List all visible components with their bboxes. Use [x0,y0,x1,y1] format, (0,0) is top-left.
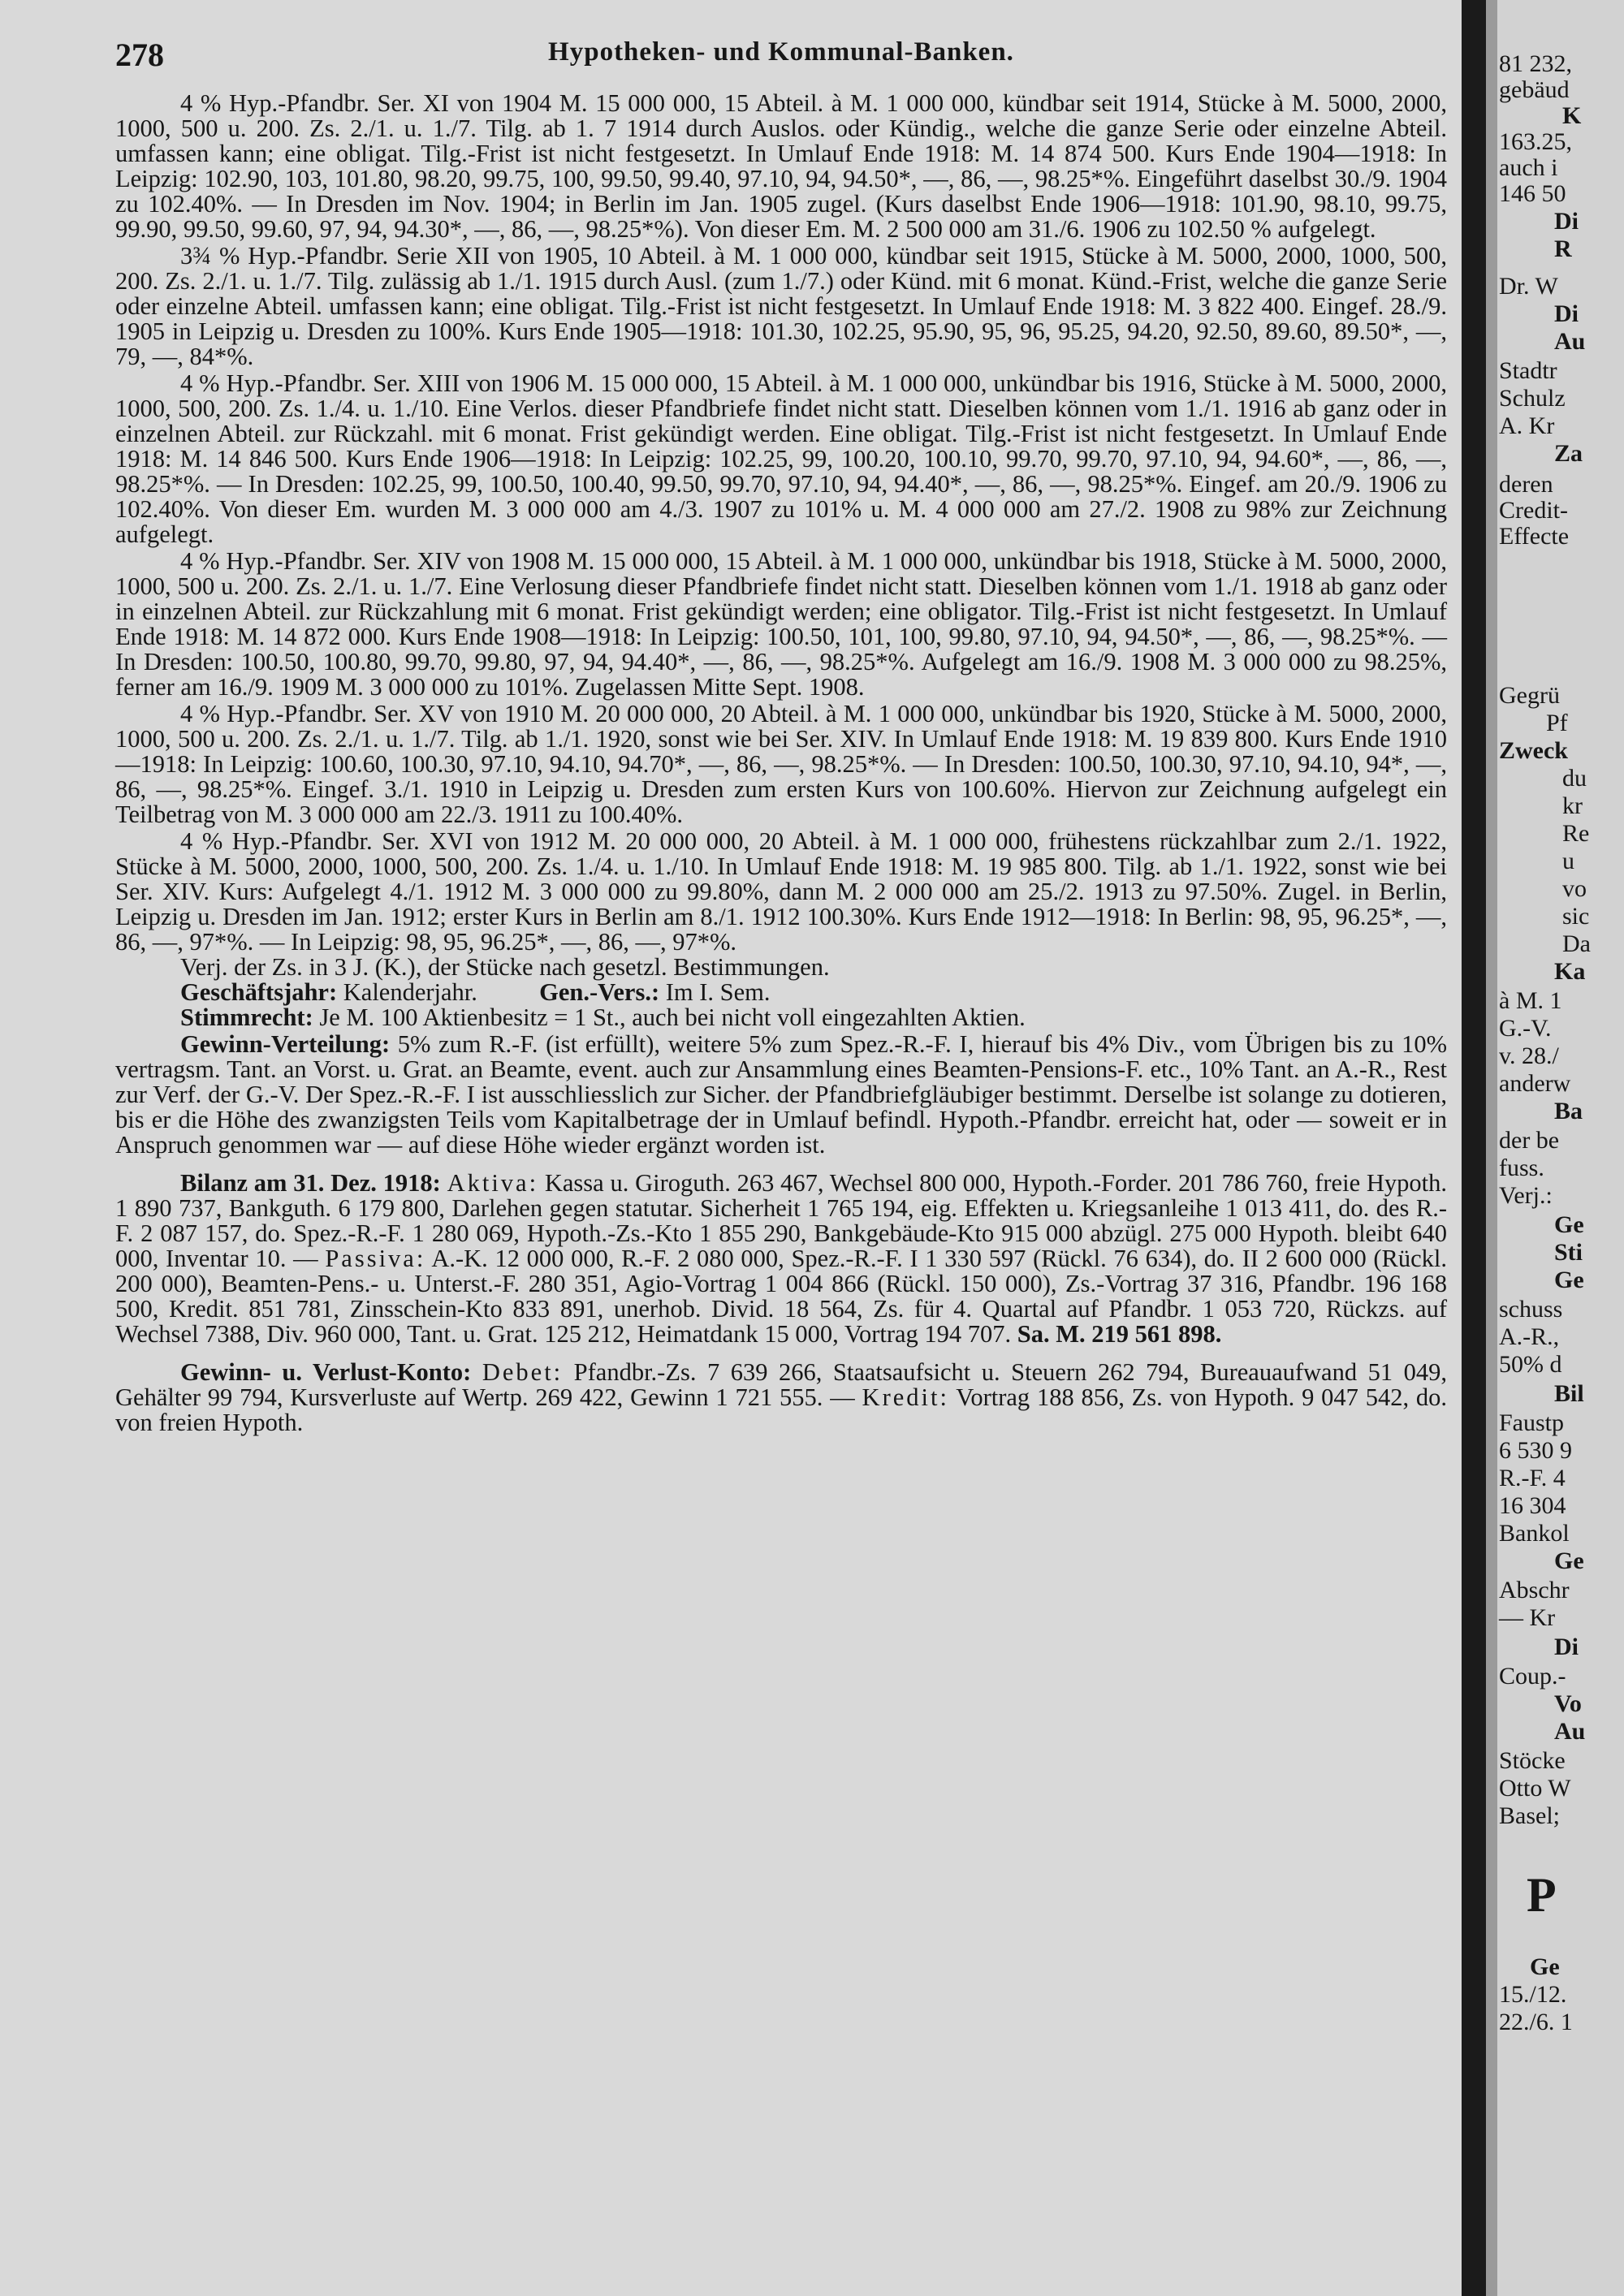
adjacent-fragment: 81 232, [1499,50,1572,77]
adjacent-fragment: 16 304 [1499,1492,1566,1519]
bond-series-xv-paragraph: 4 % Hyp.-Pfandbr. Ser. XV von 1910 M. 20 000 000, 20 Abteil. à M. 1 000 000, unkündbar bis 1920, Stücke à M. 5000, 2000, 1000, 500 u. 200. Zs. 2./1. u. 1./7. Tilg. ab 1./1. 1920, sonst wie bei Ser. XIV. In Umlauf Ende 1918: M. 19 839 800. Kurs Ende 1910—1918: In Leipzig: 100.60, 100.30, 97.10, 94.10, 94.70*, —, 86, —, 98.25*%. — In Dresden: 100.50, 100.30, 97.10, 94.10, 94*, —, 86, —, 98.25*%. Eingef. 3./1. 1910 in Leipzig u. Dresden zum ersten Kurs von 100.60%. Hiervon zur Zeichnung aufgelegt ein Teilbetrag von M. 3 000 000 am 22./3. 1911 zu 100.40%. [115,700,1447,828]
adjacent-fragment: Dr. W [1499,273,1558,300]
limitation-paragraph: Verj. der Zs. in 3 J. (K.), der Stücke nach gesetzl. Bestimmungen. [180,953,830,981]
profit-distribution-text: 5% zum R.-F. (ist erfüllt), weitere 5% zum Spez.-R.-F. I, hierauf bis 4% Div., vom Übrigen bis zu 10% vertragsm. Tant. an Vorst. u. Grat. an Beamte, event. auch zur Ansammlung eines Beamten-Pensions-F. etc., 10% Tant. an A.-R., Rest zur Verf. der G.-V. Der Spez.-R.-F. I ist ausschliesslich zur Sicher. der Pfandbriefgläubiger bestimmt. Derselbe ist solange zu dotieren, bis er die Höhe des zwanzigsten Teils vom Kapitalbetrage der in Umlauf befindl. Hypoth.-Pfandbr. erreicht hat, oder — soweit er in Anspruch genommen war — auf diese Höhe wieder ergänzt worden ist. [115,1030,1447,1159]
adjacent-fragment: Ge [1530,1953,1560,1980]
gutter-shadow [1486,0,1497,2296]
adjacent-fragment: P [1527,1868,1557,1922]
adjacent-fragment: Stadtr [1499,357,1557,384]
voting-right-line [115,1005,1447,1030]
credit-text: Vortrag 188 856, Zs. von Hypoth. 9 047 542, do. von freien Hypoth. [115,1383,1448,1436]
adjacent-fragment: Au [1554,1718,1586,1745]
bond-series-xi-paragraph: 4 % Hyp.-Pfandbr. Ser. XI von 1904 M. 15 000 000, 15 Abteil. à M. 1 000 000, kündbar seit 1914, Stücke à M. 5000, 2000, 1000, 500 u. 200. Zs. 2./1. u. 1./7. Tilg. ab 1. 7 1914 durch Auslos. oder Kündig., welche die ganze Serie oder einzelne Abteil. umfassen kann; eine obligat. Tilg.-Frist ist nicht festgesetzt. In Umlauf Ende 1918: M. 14 874 500. Kurs Ende 1904—1918: In Leipzig: 102.90, 103, 101.80, 98.20, 99.75, 100, 99.50, 99.40, 97.10, 94, 94.50*, —, 86, —, 98.25*%. Eingeführt daselbst 30./9. 1904 zu 102.40%. — In Dresden im Nov. 1904; in Berlin im Jan. 1905 zugel. (Kurs daselbst Ende 1906—1918: 101.90, 98.10, 99.75, 99.90, 99.50, 99.60, 97, 94, 94.30*, —, 86, —, 98.25*%). Von dieser Em. M. 2 500 000 am 31./6. 1906 zu 102.50 % aufgelegt. [115,89,1447,243]
balance-total: Sa. M. 219 561 898. [1017,1320,1222,1348]
adjacent-fragment: Coup.- [1499,1663,1566,1690]
fiscal-year-label: Geschäftsjahr: [180,978,338,1006]
adjacent-fragment: R [1554,235,1572,262]
profit-loss-paragraph [115,1360,1447,1435]
adjacent-fragment: anderw [1499,1070,1571,1097]
bond-series-xiii-paragraph: 4 % Hyp.-Pfandbr. Ser. XIII von 1906 M. 15 000 000, 15 Abteil. à M. 1 000 000, unkündbar bis 1916, Stücke à M. 5000, 2000, 1000, 500, 200. Zs. 1./4. u. 1./10. Eine Verlos. dieser Pfandbriefe findet nicht statt. Dieselben können vom 1./1. 1916 ab ganz oder in einzelnen Abteil. zur Rückzahl. mit 6 monat. Frist gekündigt werden. Eine obligat. Tilg.-Frist ist nicht festgesetzt. In Umlauf Ende 1918: M. 14 846 500. Kurs Ende 1906—1918: In Leipzig: 102.25, 99, 100.20, 100.10, 99.70, 99.70, 97.10, 94, 94.60*, —, 86, —, 98.25*%. — In Dresden: 102.25, 99, 100.50, 100.40, 99.50, 99.70, 97.10, 94, 94.40*, —, 86, —, 98.25*%. Eingef. am 20./9. 1906 zu 102.40%. Von dieser Em. wurden M. 3 000 000 am 4./3. 1907 zu 101% u. M. 4 000 000 am 27./2. 1908 zu 98% zur Zeichnung aufgelegt. [115,369,1447,548]
adjacent-fragment: 163.25, [1499,128,1572,155]
adjacent-fragment: Pf [1546,710,1568,736]
assets-text: Kassa u. Giroguth. 263 467, Wechsel 800 000, Hypoth.-Forder. 201 786 760, freie Hypoth. 1 890 737, Bankguth. 6 179 800, Darlehen gegen statutar. Sicherheit 1 765 194, eig. Effekten u. Kriegsanleihe 1 013 411, do. des R.-F. 2 087 157, do. Spez.-R.-F. 1 280 069, Hypoth.-Zs.-Kto 1 855 290, Bankgebäude-Kto 915 000 abzügl. 275 000 Hypoth. bleibt 640 000, Inventar 10. — [115,1169,1448,1272]
balance-sheet-paragraph [115,1171,1447,1347]
profit-distribution-label: Gewinn-Verteilung: [180,1030,391,1058]
adjacent-fragment: Za [1554,440,1583,467]
adjacent-fragment: Ka [1554,958,1586,985]
adjacent-fragment: 15./12. [1499,1981,1567,2008]
adjacent-fragment: v. 28./ [1499,1042,1559,1069]
adjacent-fragment: Zweck [1499,737,1568,764]
adjacent-fragment: Ge [1554,1267,1584,1293]
bond-series-xvi-paragraph: 4 % Hyp.-Pfandbr. Ser. XVI von 1912 M. 20 000 000, 20 Abteil. à M. 1 000 000, frühestens rückzahlbar zum 2./1. 1922, Stücke à M. 5000, 2000, 1000, 500, 200. Zs. 1./4. u. 1./10. In Umlauf Ende 1918: M. 19 985 800. Tilg. ab 1./1. 1922, sonst wie bei Ser. XIV. Kurs: Aufgelegt 4./1. 1912 M. 3 000 000 zu 99.80%, dann M. 2 000 000 am 25./2. 1913 zu 97.50%. Zugel. in Berlin, Leipzig u. Dresden im Jan. 1912; erster Kurs in Berlin am 8./1. 1912 100.30%. Kurs Ende 1912—1918: In Berlin: 98, 95, 96.25*, —, 86, —, 97*%. — In Leipzig: 98, 95, 96.25*, —, 86, —, 97*%. [115,827,1447,956]
adjacent-fragment: Di [1554,208,1579,235]
adjacent-fragment: Sti [1554,1239,1583,1266]
adjacent-fragment: fuss. [1499,1154,1544,1181]
adjacent-fragment: gebäud [1499,76,1570,103]
general-meeting-value: Im I. Sem. [665,978,771,1006]
adjacent-fragment: A.-R., [1499,1323,1560,1350]
adjacent-fragment: Stöcke [1499,1747,1566,1774]
adjacent-fragment: 22./6. 1 [1499,2009,1573,2035]
adjacent-fragment: K [1562,102,1582,129]
adjacent-fragment: Bil [1554,1380,1584,1407]
running-title: Hypotheken- und Kommunal-Banken. [548,37,1014,67]
adjacent-fragment: Schulz [1499,385,1566,412]
assets-label: Aktiva: [447,1169,539,1197]
adjacent-fragment: Bankol [1499,1520,1570,1547]
adjacent-fragment: Faustp [1499,1409,1565,1436]
adjacent-fragment: vo [1562,875,1587,902]
adjacent-fragment: Credit- [1499,497,1568,524]
adjacent-page-edge [1497,0,1624,2296]
debit-text: Pfandbr.-Zs. 7 639 266, Staatsaufsicht u. Steuern 262 794, Bureauaufwand 51 049, Gehälter 99 794, Kursverluste auf Wertp. 269 422, Gewinn 1 721 555. — [115,1358,1447,1411]
general-meeting-label: Gen.-Vers.: [539,978,660,1006]
adjacent-fragment: Otto W [1499,1775,1571,1802]
adjacent-fragment: Ba [1554,1098,1583,1124]
adjacent-fragment: der be [1499,1127,1560,1154]
adjacent-fragment: kr [1562,792,1583,819]
debit-label: Debet: [482,1358,564,1386]
adjacent-fragment: 146 50 [1499,180,1566,207]
bond-series-xiv-paragraph: 4 % Hyp.-Pfandbr. Ser. XIV von 1908 M. 15 000 000, 15 Abteil. à M. 1 000 000, unkündbar bis 1918, Stücke à M. 5000, 2000, 1000, 500 u. 200. Zs. 2./1. u. 1./7. Eine Verlosung dieser Pfandbriefe findet nicht statt. Dieselben können vom 1./1. 1918 ab ganz oder in einzelnen Abteil. zur Rückzahlung mit 6 monat. Frist gekündigt werden; eine obligator. Tilg.-Frist ist nicht festgesetzt. In Umlauf Ende 1918: M. 14 872 000. Kurs Ende 1908—1918: In Leipzig: 100.50, 101, 100, 99.80, 97.10, 94, 94.50*, —, 86, —, 98.25*%. — In Dresden: 100.50, 100.80, 99.70, 99.80, 97, 94, 94.40*, —, 86, —, 98.25*%. Aufgelegt am 16./9. 1908 M. 3 000 000 zu 98.25%, ferner am 16./9. 1909 M. 3 000 000 zu 101%. Zugelassen Mitte Sept. 1908. [115,547,1447,701]
adjacent-fragment: A. Kr [1499,412,1555,439]
profit-distribution-paragraph [115,1032,1447,1158]
adjacent-fragment: du [1562,765,1587,792]
adjacent-fragment: sic [1562,903,1590,930]
adjacent-fragment: G.-V. [1499,1015,1552,1042]
adjacent-fragment: Di [1554,1634,1579,1660]
adjacent-fragment: Re [1562,820,1590,847]
balance-sheet-label: Bilanz am 31. Dez. 1918: [180,1169,441,1197]
fiscal-year-value: Kalenderjahr. [343,978,477,1006]
credit-label: Kredit: [862,1383,949,1411]
page-number: 278 [115,37,164,73]
adjacent-fragment: 50% d [1499,1351,1562,1378]
binding-gutter [1462,0,1486,2296]
liabilities-label: Passiva: [325,1245,426,1272]
adjacent-fragment: Da [1562,930,1591,957]
bond-series-xii-paragraph: 3¾ % Hyp.-Pfandbr. Serie XII von 1905, 10 Abteil. à M. 1 000 000, kündbar seit 1915, Stücke à M. 5000, 2000, 1000, 500, 200. Zs. 2./1. u. 1./7. Tilg. zulässig ab 1./1. 1915 durch Ausl. (zum 1./7.) oder Künd. mit 6 monat. Künd.-Frist, welche die ganze Serie oder einzelne Abteil. umfassen kann; eine obligat. Tilg.-Frist ist nicht festgesetzt. In Umlauf Ende 1918: M. 3 822 400. Eingef. 28./9. 1905 in Leipzig u. Dresden zu 100%. Kurs Ende 1905—1918: 101.30, 102.25, 95.90, 95, 96, 95.25, 94.20, 92.50, 89.60, 89.50*, —, 79, —, 84*%. [115,242,1447,370]
profit-loss-label: Gewinn- u. Verlust-Konto: [180,1358,472,1386]
adjacent-fragment: Effecte [1499,523,1570,550]
adjacent-fragment: schuss [1499,1296,1563,1323]
adjacent-fragment: Vo [1554,1690,1582,1717]
adjacent-fragment: 6 530 9 [1499,1437,1572,1464]
liabilities-text: A.-K. 12 000 000, R.-F. 2 080 000, Spez.-R.-F. I 1 330 597 (Rückl. 76 634), do. II 2 600 000 (Rückl. 200 000), Beamten-Pens.- u. Unterst.-F. 280 351, Agio-Vortrag 1 004 866 (Rückl. 150 000), Zs.-Vortrag 37 316, Pfandbr. 196 168 500, Kredit. 851 781, Zinsschein-Kto 833 891, unerhob. Divid. 18 564, Zs. für 4. Quartal auf Pfandbr. 1 053 720, Rückzs. auf Wechsel 7388, Div. 960 000, Tant. u. Grat. 125 212, Heimatdank 15 000, Vortrag 194 707. [115,1245,1448,1348]
page-body [115,91,1447,1435]
adjacent-fragment: Gegrü [1499,682,1560,709]
voting-right-value: Je M. 100 Aktienbesitz = 1 St., auch bei nicht voll eingezahlten Aktien. [319,1003,1026,1031]
adjacent-fragment: Ge [1554,1211,1584,1238]
adjacent-fragment: u [1562,848,1574,874]
adjacent-fragment: auch i [1499,154,1558,181]
adjacent-fragment: à M. 1 [1499,987,1562,1014]
adjacent-fragment: Au [1554,328,1586,355]
adjacent-fragment: Verj.: [1499,1182,1553,1209]
fiscal-year-line [115,980,1447,1005]
adjacent-fragment: — Kr [1499,1604,1556,1631]
adjacent-fragment: Ge [1554,1547,1584,1574]
voting-right-label: Stimmrecht: [180,1003,313,1031]
adjacent-fragment: deren [1499,471,1553,498]
adjacent-fragment: Abschr [1499,1577,1570,1603]
adjacent-fragment: R.-F. 4 [1499,1465,1566,1491]
page-header [115,36,1447,76]
adjacent-fragment: Di [1554,300,1579,327]
adjacent-fragment: Basel; [1499,1802,1560,1829]
